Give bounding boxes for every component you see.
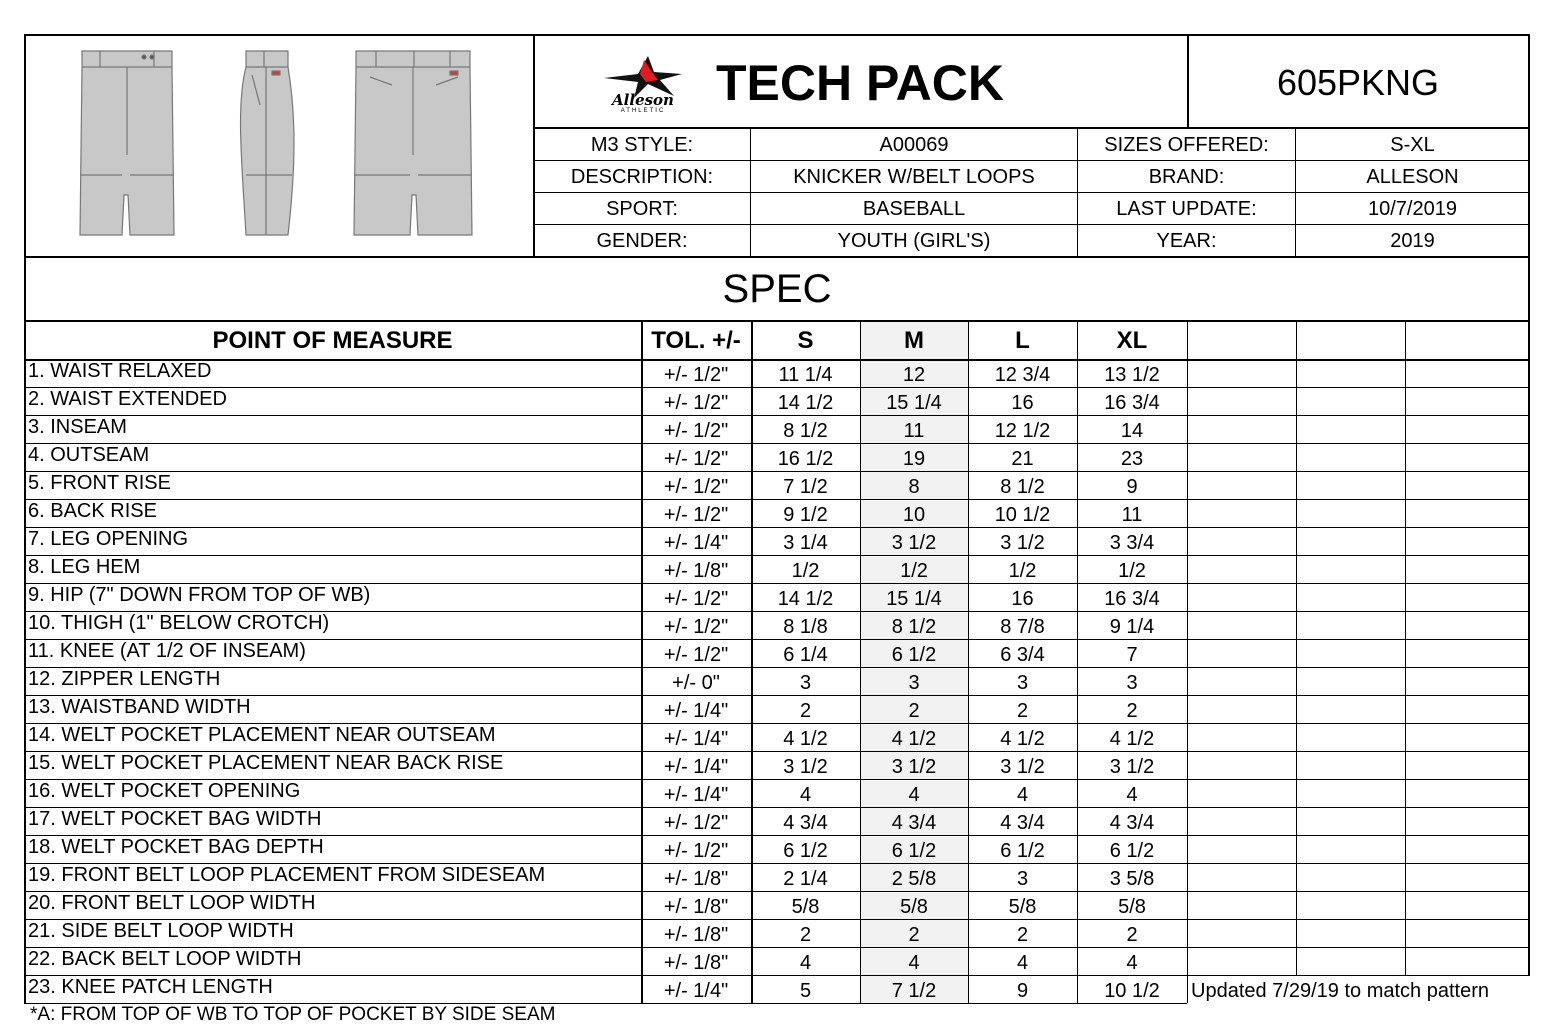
header-size-xl: XL — [1116, 326, 1148, 354]
size-value-cell: 16 3/4 — [1104, 392, 1160, 414]
size-value-cell: 6 1/2 — [1109, 840, 1155, 862]
size-value-cell: 23 — [1120, 448, 1144, 470]
point-of-measure-cell: 3. INSEAM — [28, 416, 127, 438]
info-value: KNICKER W/BELT LOOPS — [793, 165, 1035, 188]
style-number: 605PKNG — [1276, 62, 1440, 103]
info-value: A00069 — [879, 133, 949, 156]
size-value-cell: 16 — [1011, 392, 1034, 414]
page-title: TECH PACK — [716, 55, 1004, 111]
size-value-cell: 6 3/4 — [1000, 644, 1045, 666]
size-value-cell: 3 1/2 — [1109, 756, 1155, 778]
size-value-cell: 9 — [1126, 476, 1138, 498]
size-value-cell: 3 3/4 — [1109, 532, 1155, 554]
size-value-cell: 5/8 — [791, 896, 820, 918]
size-value-cell: 7 — [1126, 644, 1138, 666]
info-label: SPORT: — [606, 197, 678, 220]
side-view-sketch — [241, 51, 294, 235]
size-value-cell: 2 5/8 — [891, 868, 937, 890]
row-note: Updated 7/29/19 to match pattern — [1191, 980, 1489, 1002]
tolerance-cell: +/- 1/8" — [663, 924, 729, 946]
tolerance-cell: +/- 1/2" — [663, 448, 729, 470]
size-value-cell: 4 — [799, 952, 812, 974]
size-value-cell: 12 — [902, 364, 926, 386]
point-of-measure-cell: 13. WAISTBAND WIDTH — [28, 696, 251, 718]
tolerance-cell: +/- 1/4" — [663, 784, 729, 806]
size-value-cell: 5/8 — [900, 896, 928, 918]
info-value: 2019 — [1390, 229, 1435, 252]
footnote: *A: FROM TOP OF WB TO TOP OF POCKET BY SIDE SEAM — [30, 1004, 556, 1025]
size-value-cell: 2 — [908, 924, 920, 946]
size-value-cell: 9 1/2 — [783, 504, 828, 526]
garment-sketches — [60, 45, 500, 245]
size-value-cell: 16 3/4 — [1104, 588, 1160, 610]
tolerance-cell: +/- 1/8" — [663, 896, 729, 918]
size-value-cell: 3 1/2 — [891, 756, 937, 778]
info-value: ALLESON — [1366, 165, 1459, 188]
point-of-measure-cell: 22. BACK BELT LOOP WIDTH — [28, 948, 302, 970]
point-of-measure-cell: 19. FRONT BELT LOOP PLACEMENT FROM SIDESEAM — [28, 864, 546, 886]
point-of-measure-cell: 23. KNEE PATCH LENGTH — [28, 976, 273, 998]
tolerance-cell: +/- 1/4" — [663, 532, 729, 554]
tolerance-cell: +/- 1/4" — [663, 980, 729, 1002]
tolerance-cell: +/- 1/4" — [663, 728, 729, 750]
point-of-measure-cell: 18. WELT POCKET BAG DEPTH — [28, 836, 324, 858]
tolerance-cell: +/- 1/8" — [663, 952, 729, 974]
point-of-measure-cell: 14. WELT POCKET PLACEMENT NEAR OUTSEAM — [28, 724, 496, 746]
point-of-measure-cell: 17. WELT POCKET BAG WIDTH — [28, 808, 322, 830]
size-value-cell: 3 — [799, 672, 812, 694]
size-value-cell: 13 1/2 — [1104, 364, 1160, 386]
header-point-of-measure: POINT OF MEASURE — [212, 326, 453, 354]
tolerance-cell: +/- 1/8" — [663, 560, 729, 582]
brand-logo-sub: ATHLETIC — [620, 108, 666, 114]
point-of-measure-cell: 5. FRONT RISE — [28, 472, 171, 494]
info-label: YEAR: — [1156, 229, 1217, 252]
size-value-cell: 4 — [1016, 952, 1029, 974]
size-value-cell: 12 1/2 — [994, 420, 1051, 442]
back-view-sketch — [354, 51, 472, 235]
info-label: DESCRIPTION: — [570, 165, 714, 188]
size-value-cell: 3 — [908, 672, 920, 694]
point-of-measure-cell: 6. BACK RISE — [28, 500, 157, 522]
size-value-cell: 6 1/2 — [1000, 840, 1045, 862]
size-value-cell: 7 1/2 — [783, 476, 828, 498]
point-of-measure-cell: 16. WELT POCKET OPENING — [28, 780, 301, 802]
tolerance-cell: +/- 1/4" — [663, 700, 729, 722]
size-value-cell: 1/2 — [791, 560, 820, 582]
tolerance-cell: +/- 1/2" — [663, 504, 729, 526]
front-view-sketch — [80, 51, 174, 235]
size-value-cell: 4 1/2 — [1000, 728, 1045, 750]
size-value-cell: 8 1/2 — [1000, 476, 1045, 498]
size-value-cell: 4 — [1126, 784, 1138, 806]
size-value-cell: 8 1/2 — [891, 616, 937, 638]
info-label: LAST UPDATE: — [1116, 197, 1257, 220]
size-value-cell: 4 3/4 — [783, 812, 828, 834]
size-value-cell: 10 1/2 — [994, 504, 1051, 526]
header-tolerance: TOL. +/- — [651, 326, 741, 354]
tolerance-cell: +/- 1/2" — [663, 812, 729, 834]
spec-title: SPEC — [722, 266, 832, 311]
size-value-cell: 4 1/2 — [1109, 728, 1155, 750]
tolerance-cell: +/- 1/2" — [663, 588, 729, 610]
size-value-cell: 14 1/2 — [777, 588, 834, 610]
size-value-cell: 8 1/8 — [783, 616, 828, 638]
info-value: 10/7/2019 — [1368, 197, 1457, 220]
size-value-cell: 10 — [902, 504, 926, 526]
point-of-measure-cell: 4. OUTSEAM — [28, 444, 150, 466]
size-value-cell: 11 1/4 — [778, 364, 833, 386]
tolerance-cell: +/- 1/2" — [663, 392, 729, 414]
size-value-cell: 2 — [1126, 924, 1138, 946]
size-value-cell: 8 — [908, 476, 920, 498]
size-value-cell: 3 1/2 — [1000, 756, 1045, 778]
size-value-cell: 4 1/2 — [783, 728, 828, 750]
point-of-measure-cell: 8. LEG HEM — [28, 556, 141, 578]
size-value-cell: 1/2 — [1118, 560, 1146, 582]
info-label: BRAND: — [1148, 165, 1225, 188]
size-value-cell: 16 — [1011, 588, 1034, 610]
size-value-cell: 6 1/2 — [891, 840, 937, 862]
point-of-measure-cell: 11. KNEE (AT 1/2 OF INSEAM) — [28, 640, 306, 662]
size-value-cell: 9 — [1016, 980, 1029, 1002]
size-value-cell: 3 1/2 — [783, 756, 828, 778]
size-value-cell: 15 1/4 — [886, 392, 942, 414]
info-value: YOUTH (GIRL'S) — [837, 229, 991, 252]
size-value-cell: 11 — [1121, 504, 1143, 526]
point-of-measure-cell: 12. ZIPPER LENGTH — [28, 668, 221, 690]
size-value-cell: 3 — [1016, 672, 1029, 694]
size-value-cell: 2 — [799, 700, 812, 722]
tolerance-cell: +/- 1/4" — [663, 756, 729, 778]
size-value-cell: 4 3/4 — [891, 812, 937, 834]
tolerance-cell: +/- 0" — [672, 672, 720, 694]
size-value-cell: 2 — [1016, 924, 1029, 946]
size-value-cell: 16 1/2 — [777, 448, 834, 470]
info-value: S-XL — [1390, 133, 1435, 156]
size-value-cell: 9 1/4 — [1109, 616, 1155, 638]
size-value-cell: 14 — [1120, 420, 1144, 442]
info-label: M3 STYLE: — [590, 133, 694, 156]
point-of-measure-cell: 10. THIGH (1" BELOW CROTCH) — [28, 612, 330, 634]
size-value-cell: 3 1/2 — [891, 532, 937, 554]
size-value-cell: 6 1/4 — [783, 644, 828, 666]
size-value-cell: 3 1/2 — [1000, 532, 1045, 554]
size-value-cell: 7 1/2 — [891, 980, 937, 1002]
header-size-s: S — [797, 326, 814, 354]
size-value-cell: 5/8 — [1008, 896, 1037, 918]
size-value-cell: 6 1/2 — [783, 840, 828, 862]
size-value-cell: 5 — [799, 980, 812, 1002]
size-value-cell: 6 1/2 — [891, 644, 937, 666]
info-label: SIZES OFFERED: — [1104, 133, 1269, 156]
size-value-cell: 1/2 — [1008, 560, 1037, 582]
size-value-cell: 4 — [1126, 952, 1138, 974]
size-value-cell: 4 — [908, 784, 920, 806]
size-value-cell: 8 1/2 — [783, 420, 828, 442]
tolerance-cell: +/- 1/2" — [663, 420, 729, 442]
tolerance-cell: +/- 1/2" — [663, 644, 729, 666]
size-value-cell: 14 1/2 — [777, 392, 834, 414]
size-value-cell: 2 1/4 — [783, 868, 828, 890]
size-value-cell: 4 — [799, 784, 812, 806]
tolerance-cell: +/- 1/2" — [663, 840, 729, 862]
size-value-cell: 10 1/2 — [1104, 980, 1160, 1002]
size-value-cell: 15 1/4 — [886, 588, 942, 610]
size-value-cell: 2 — [1016, 700, 1029, 722]
size-value-cell: 2 — [1126, 700, 1138, 722]
size-value-cell: 21 — [1011, 448, 1034, 470]
size-value-cell: 4 — [1016, 784, 1029, 806]
brand-logo-text: Alleson — [612, 91, 674, 109]
size-value-cell: 3 — [1126, 672, 1138, 694]
point-of-measure-cell: 1. WAIST RELAXED — [28, 360, 212, 382]
point-of-measure-cell: 20. FRONT BELT LOOP WIDTH — [28, 892, 316, 914]
size-value-cell: 4 — [908, 952, 920, 974]
size-value-cell: 11 — [903, 420, 925, 442]
size-value-cell: 12 3/4 — [994, 364, 1051, 386]
point-of-measure-cell: 15. WELT POCKET PLACEMENT NEAR BACK RISE — [28, 752, 504, 774]
header-size-m: M — [904, 326, 924, 354]
size-value-cell: 2 — [908, 700, 920, 722]
point-of-measure-cell: 2. WAIST EXTENDED — [28, 388, 227, 410]
size-value-cell: 5/8 — [1118, 896, 1146, 918]
size-value-cell: 3 — [1016, 868, 1029, 890]
size-value-cell: 4 3/4 — [1000, 812, 1045, 834]
size-value-cell: 3 1/4 — [783, 532, 828, 554]
tolerance-cell: +/- 1/2" — [663, 364, 729, 386]
size-value-cell: 3 5/8 — [1109, 868, 1155, 890]
size-value-cell: 1/2 — [900, 560, 928, 582]
tolerance-cell: +/- 1/2" — [663, 476, 729, 498]
tolerance-cell: +/- 1/8" — [663, 868, 729, 890]
size-value-cell: 4 3/4 — [1109, 812, 1155, 834]
point-of-measure-cell: 21. SIDE BELT LOOP WIDTH — [28, 920, 294, 942]
size-value-cell: 8 7/8 — [1000, 616, 1045, 638]
point-of-measure-cell: 7. LEG OPENING — [28, 528, 189, 550]
size-value-cell: 2 — [799, 924, 812, 946]
size-value-cell: 4 1/2 — [891, 728, 937, 750]
info-value: BASEBALL — [862, 197, 966, 220]
header-size-l: L — [1015, 326, 1030, 354]
info-label: GENDER: — [596, 229, 688, 252]
point-of-measure-cell: 9. HIP (7" DOWN FROM TOP OF WB) — [28, 584, 371, 606]
tolerance-cell: +/- 1/2" — [663, 616, 729, 638]
size-value-cell: 19 — [902, 448, 926, 470]
